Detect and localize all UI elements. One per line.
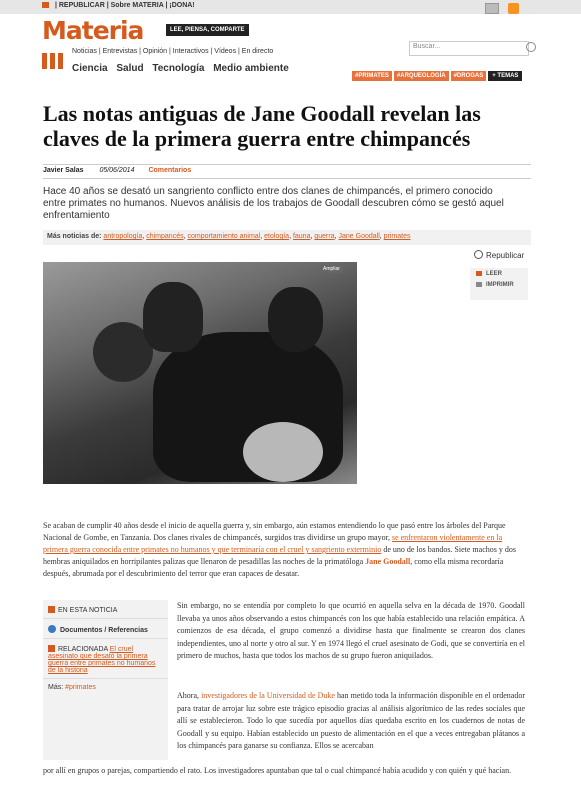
search-input[interactable]: Buscar... [409, 41, 529, 56]
search-icon[interactable] [526, 42, 536, 52]
republicar-link[interactable]: REPUBLICAR [58, 2, 105, 9]
article-lead: Hace 40 años se desató un sangriento conflicto entre dos clanes de chimpancés, el primero conocido entre primates no humanos. Nuevos análisis de los trabajos de Goodall descubren cómo se gestó aquel enfrentamiento [43, 186, 504, 221]
relacionada-link[interactable]: El cruel asesinato que desató la primera guerra entre primates no humanos de la historia [48, 646, 156, 674]
mas-section: Más: #primates [48, 684, 96, 691]
en-esta-noticia-heading: EN ESTA NOTICIA [43, 600, 168, 619]
dona-link[interactable]: ¡DONA! [169, 2, 195, 9]
section-bar-icon [48, 606, 55, 613]
speaker-icon [476, 271, 482, 276]
mas-temas-button[interactable]: + TEMAS [488, 71, 522, 81]
info-icon [48, 625, 56, 633]
nav-salud[interactable]: Salud [116, 63, 144, 74]
documentos-link[interactable]: Documentos / Referencias [43, 619, 168, 639]
tag-link[interactable]: etología [264, 233, 290, 240]
leer-button[interactable]: LEER [470, 268, 528, 279]
tag-link[interactable]: chimpancés [146, 233, 184, 240]
side-actions [470, 268, 528, 300]
tag-link[interactable]: guerra [314, 233, 335, 240]
publish-date: 05/06/2014 [99, 167, 135, 174]
more-news-tags: Más noticias de: antropología, chimpancés, comportamiento animal, etología, fauna, guerra, Jane Goodall, primates [43, 230, 531, 245]
tag-drogas[interactable]: #DROGAS [451, 71, 487, 81]
imprimir-button[interactable]: IMPRIMIR [470, 279, 528, 290]
section-bar-icon [48, 645, 55, 652]
tag-arqueologia[interactable]: #ARQUEOLOGÍA [394, 71, 449, 81]
sub-navigation[interactable]: Noticias | Entrevistas | Opinión | Interactivos | Vídeos | En directo [72, 48, 274, 55]
home-icon[interactable] [42, 2, 49, 8]
article-paragraph: Sin embargo, no se entendía por completo lo que ocurrió en aquella selva en la década de 1970. Goodall llevaba ya unos años observando a estos chimpancés con los que había establecido una relación empática. A comienzos de esa década, el grupo comenzó a dividirse hasta que finalmente se crearon dos clanes independientes, uno al norte y otro al sur. Y en 1974 llegó el cruel asesinato de Godi, que se convertiría en el primero de muchos, hasta que todos los machos de su grupo fueron aniquilados. [177, 601, 525, 661]
tag-link[interactable]: comportamiento animal [187, 233, 261, 240]
relacionada-section: RELACIONADA El cruel asesinato que desató la primera guerra entre primates no humanos de la historia [43, 639, 168, 679]
byline [43, 164, 531, 179]
main-navigation [72, 63, 295, 74]
rss-icon[interactable] [508, 3, 519, 14]
duke-link[interactable]: investigadores de la Universidad de Duke [201, 691, 335, 700]
jane-goodall-link[interactable]: Jane Goodall [365, 557, 411, 566]
sobre-materia-link[interactable]: Sobre MATERIA [110, 2, 164, 9]
site-logo[interactable]: Materia [42, 16, 144, 45]
mail-icon[interactable] [485, 3, 499, 14]
more-news-label: Más noticias de: [47, 233, 102, 240]
tag-primates[interactable]: #PRIMATES [352, 71, 392, 81]
sep: | [54, 2, 59, 9]
tag-link[interactable]: Jane Goodall [338, 233, 380, 240]
trending-tags [352, 64, 522, 82]
article-intro: Se acaban de cumplir 40 años desde el inicio de aquella guerra y, sin embargo, aún estamos entendiendo lo que pasó entre los árboles del Parque Nacional de Gombe, en Tanzania. Dos clanes rivales de chimpancés, surgidos tras dividirse un grupo mayor, se enfrentaron violentamente en la primera guerra conocida entre primates no humanos y que terminaría con el cruel y sangriento exterminio de uno de los bandos. Siete machos y dos hembras aniquilados en horripilantes palizas que llenaron de pesadillas las noches de la primatóloga Jane Goodall, como ella misma recordaría después, abrumada por el descubrimiento del terror que eran capaces de desatar. [43, 521, 516, 578]
intro-link[interactable]: se enfrentaron violentamente en la primera guerra conocida entre primates no humanos y que terminaría con el cruel y sangriento exterminio [43, 533, 503, 554]
tag-link[interactable]: primates [383, 233, 411, 240]
share-icon [474, 250, 483, 259]
nav-tecnologia[interactable]: Tecnología [152, 63, 205, 74]
news-sidebar-box [43, 600, 168, 760]
comments-link[interactable]: Comentarios [148, 167, 192, 174]
top-links: | REPUBLICAR | Sobre MATERIA | ¡DONA! [42, 2, 195, 9]
print-icon [476, 282, 482, 287]
republicar-label: Republicar [486, 251, 525, 260]
mas-primates-link[interactable]: #primates [65, 684, 96, 691]
nav-ciencia[interactable]: Ciencia [72, 63, 108, 74]
tag-link[interactable]: antropología [103, 233, 143, 240]
top-bar [0, 0, 581, 14]
photo-detail [243, 422, 323, 482]
article-title: Las notas antiguas de Jane Goodall revelan las claves de la primera guerra entre chimpancés [43, 101, 481, 151]
ampliar-button[interactable]: Ampliar [320, 265, 343, 273]
republicar-share[interactable] [474, 250, 524, 260]
article-paragraph: Ahora, investigadores de la Universidad de Duke han metido toda la información disponible en el ordenador para tratar de arrojar luz sobre este trágico episodio gracias al análisis algorítmico de las redes sociales que allí se establecieron. Todo lo que sucedía por aquellos días quedaba escrito en los cuadernos de notas de Goodall y su equipo. Habían establecido un puesto de alimentación en el que a veces entregaban plátanos a los chimpancés para ganarse su confianza. Ellos se acercaban [177, 691, 526, 751]
author-link[interactable]: Javier Salas [43, 167, 84, 174]
logo-bars-icon [42, 53, 66, 69]
nav-medio-ambiente[interactable]: Medio ambiente [213, 63, 289, 74]
tagline: LEE, PIENSA, COMPARTE [166, 24, 249, 36]
photo-detail [268, 287, 323, 352]
article-photo[interactable] [43, 262, 357, 484]
article-paragraph: por allí en grupos o parejas, compartiendo el rato. Los investigadores apuntaban que tal o cual chimpancé había acudido y con quién y qué hacían. [43, 766, 512, 775]
photo-detail [143, 282, 203, 352]
tag-link[interactable]: fauna [292, 233, 311, 240]
